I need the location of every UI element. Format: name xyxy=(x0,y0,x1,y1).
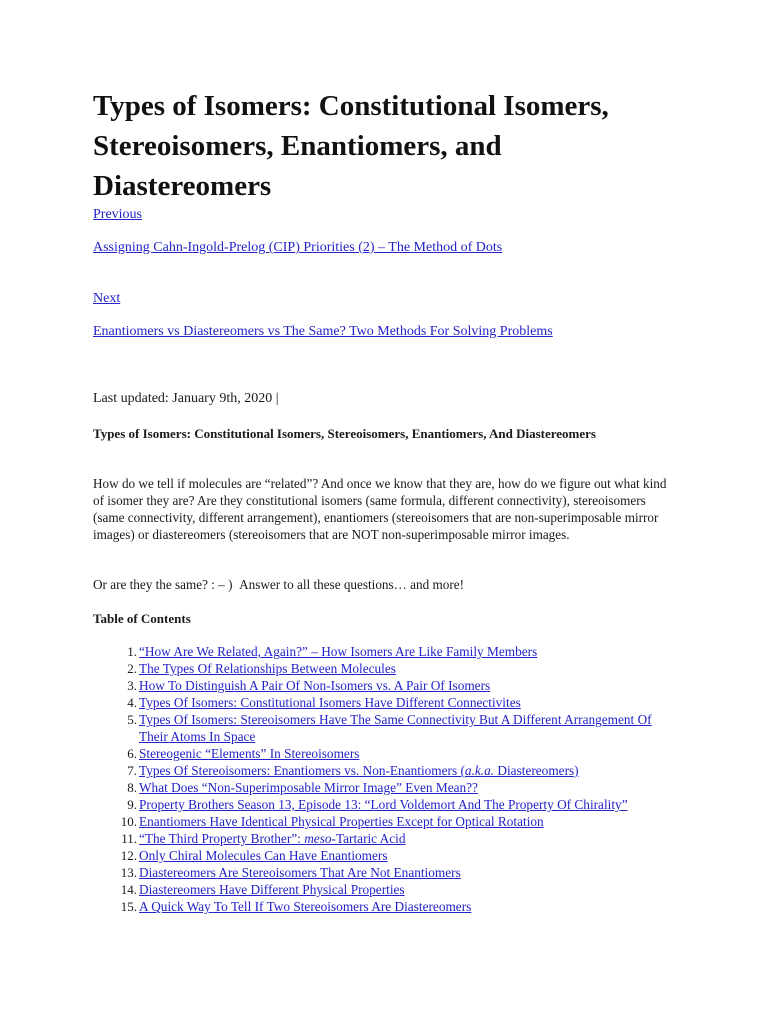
toc-link-text-italic: a.k.a. xyxy=(464,763,495,778)
toc-link[interactable] xyxy=(139,763,579,778)
toc-number: 14. xyxy=(120,882,137,897)
table-of-contents xyxy=(93,643,673,915)
toc-number: 8. xyxy=(127,780,137,795)
toc-item[interactable] xyxy=(93,898,673,915)
toc-item[interactable] xyxy=(93,813,673,830)
toc-number: 6. xyxy=(127,746,137,761)
toc-number: 12. xyxy=(120,848,137,863)
toc-item[interactable] xyxy=(93,711,673,745)
previous-article-link[interactable]: Assigning Cahn-Ingold-Prelog (CIP) Priorities (2) – The Method of Dots xyxy=(93,240,503,255)
toc-link-text-after: Diastereomers) xyxy=(494,763,579,778)
toc-link[interactable]: Diastereomers Are Stereoisomers That Are Not Enantiomers xyxy=(139,865,461,880)
next-link-label[interactable]: Next xyxy=(93,291,121,306)
previous-article[interactable] xyxy=(93,239,502,257)
toc-link[interactable]: Stereogenic “Elements” In Stereoisomers xyxy=(139,746,360,761)
toc-item[interactable] xyxy=(93,830,673,847)
toc-number: 7. xyxy=(127,763,137,778)
toc-item[interactable] xyxy=(93,677,673,694)
previous-label[interactable] xyxy=(93,206,142,224)
toc-link[interactable]: “How Are We Related, Again?” – How Isomers Are Like Family Members xyxy=(139,644,538,659)
toc-link[interactable]: Types Of Isomers: Stereoisomers Have The Same Connectivity But A Different Arrangement Of Their Atoms In Space xyxy=(139,712,652,744)
article-subtitle: Types of Isomers: Constitutional Isomers, Stereoisomers, Enantiomers, And Diastereomers xyxy=(93,426,596,441)
toc-item[interactable] xyxy=(93,779,673,796)
toc-number: 5. xyxy=(127,712,137,727)
toc-item[interactable] xyxy=(93,694,673,711)
toc-number: 1. xyxy=(127,644,137,659)
toc-item[interactable] xyxy=(93,881,673,898)
toc-link[interactable]: The Types Of Relationships Between Molecules xyxy=(139,661,396,676)
toc-link-text-after: -Tartaric Acid xyxy=(331,831,406,846)
toc-link-text-italic: meso xyxy=(304,831,332,846)
toc-item[interactable] xyxy=(93,660,673,677)
toc-link[interactable]: What Does “Non-Superimposable Mirror Image” Even Mean?? xyxy=(139,780,478,795)
intro-paragraph: How do we tell if molecules are “related”? And once we know that they are, how do we figure out what kind of isomer they are? Are they constitutional isomers (same formula, different connectivity), stereoisomers (same connectivity, different arrangement), enantiomers (stereoisomers that are non-superimposable mirror images) or diastereomers (stereoisomers that are NOT non-superimposable mirror images. xyxy=(93,476,667,542)
toc-number: 10. xyxy=(120,814,137,829)
toc-item[interactable] xyxy=(93,796,673,813)
toc-link[interactable]: Only Chiral Molecules Can Have Enantiomers xyxy=(139,848,388,863)
toc-item[interactable] xyxy=(93,643,673,660)
toc-link[interactable]: Enantiomers Have Identical Physical Properties Except for Optical Rotation xyxy=(139,814,544,829)
toc-title: Table of Contents xyxy=(93,611,191,626)
toc-number: 11. xyxy=(121,831,137,846)
toc-number: 13. xyxy=(120,865,137,880)
toc-number: 4. xyxy=(127,695,137,710)
toc-number: 15. xyxy=(120,899,137,914)
toc-number: 2. xyxy=(127,661,137,676)
toc-link-text-before: Types Of Stereoisomers: Enantiomers vs. Non-Enantiomers ( xyxy=(139,763,465,778)
toc-item[interactable] xyxy=(93,745,673,762)
toc-item[interactable] xyxy=(93,762,673,779)
toc-link[interactable]: Property Brothers Season 13, Episode 13: “Lord Voldemort And The Property Of Chirality” xyxy=(139,797,628,812)
toc-link[interactable]: Types Of Isomers: Constitutional Isomers Have Different Connectivites xyxy=(139,695,521,710)
page-title: Types of Isomers: Constitutional Isomers, Stereoisomers, Enantiomers, and Diastereomers xyxy=(93,90,609,202)
toc-link[interactable]: Diastereomers Have Different Physical Properties xyxy=(139,882,405,897)
toc-item[interactable] xyxy=(93,847,673,864)
toc-link[interactable]: How To Distinguish A Pair Of Non-Isomers vs. A Pair Of Isomers xyxy=(139,678,491,693)
toc-number: 3. xyxy=(127,678,137,693)
toc-link[interactable]: A Quick Way To Tell If Two Stereoisomers Are Diastereomers xyxy=(139,899,472,914)
next-article[interactable] xyxy=(93,323,553,341)
toc-link[interactable] xyxy=(139,831,406,846)
next-article-link[interactable]: Enantiomers vs Diastereomers vs The Same? Two Methods For Solving Problems xyxy=(93,324,553,339)
last-updated: Last updated: January 9th, 2020 | xyxy=(93,391,279,406)
toc-item[interactable] xyxy=(93,864,673,881)
next-label[interactable] xyxy=(93,290,120,308)
toc-link-text-before: “The Third Property Brother”: xyxy=(139,831,305,846)
toc-number: 9. xyxy=(127,797,137,812)
same-question-paragraph: Or are they the same? : – ) Answer to all these questions… and more! xyxy=(93,577,464,592)
previous-link-label[interactable]: Previous xyxy=(93,207,142,222)
